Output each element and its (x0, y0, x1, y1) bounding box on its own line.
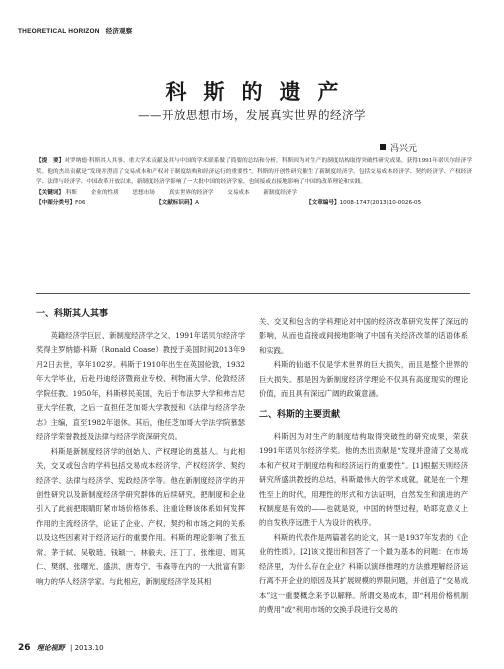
abstract-label: 【提 要】 (36, 158, 65, 164)
section-heading: 一、科斯其人其事 (36, 309, 109, 319)
running-head-series-cn: 经济观察 (105, 28, 133, 35)
author-square-icon (380, 144, 386, 150)
body-paragraph: 英籍经济学巨匠、新制度经济学之父、1991年诺贝尔经济学奖得主罗纳德·科斯（Ronald Coase）教授于美国时间2013年9月2日去世，享年102岁。科斯于1910年出生在英国伦敦，1932年大学毕业，后赴丹迪经济暨商业专校、利物浦大学、伦敦经济学院任教。1950年，科斯移民美国，先后于布法罗大学和弗吉尼亚大学任教，之后一直担任芝加哥大学教授和《法律与经济学杂志》主编，直至1982年退休。其后，他任芝加哥大学法学院慕瑟经济学荣誉教授及法律与经济学资深研究员。 (36, 331, 245, 442)
keyword: 科斯 (65, 189, 77, 196)
right-column (259, 315, 468, 618)
keyword: 交易成本 (227, 189, 250, 196)
abstract-text: 对罗纳德·科斯其人其事、重大学术贡献及其与中国的学术联系做了简要的总结和分析。科斯因为对生产的制度结构取得突破性研究成果，获得1991年诺贝尔经济学奖。他的杰出贡献是“发现并澄清了交易成本和产权对于制度结构和经济运行的重要性”。科斯的开创性研究催生了新制度经济学，包括交易成本经济学、契约经济学、产权经济学、法律与经济学、中国改革开放以来，新制度经济学影响了一大批中国的经济学家，也间接或直接地影响了中国的改革理论和实践。 (36, 158, 472, 186)
clc-label: 【中图分类号】 (36, 200, 76, 207)
body-paragraph: 科斯的仙逝不仅是学术世界的巨大损失，而且是整个世界的巨大损失。那是因为新制度经济学理论不仅具有高度现实的理论价值，而且具有深远广阔的政策意涵。 (259, 360, 468, 399)
body-paragraph: 关、交叉和包含的学科理论对中国的经济改革研究发挥了深远的影响，从而也直接或间接地影响了中国有关经济改革的话语体系和实践。 (259, 317, 468, 355)
clc-value: F06 (75, 200, 86, 207)
left-column (36, 303, 245, 589)
keywords-line (36, 188, 472, 199)
abstract-block (36, 156, 472, 209)
keyword: 新制度经济学 (263, 189, 297, 196)
abstract-divider (36, 293, 470, 294)
article-no-value: 1008-1747(2013)10-0026-05 (339, 200, 422, 207)
abstract-paragraph (36, 156, 472, 188)
running-head-series-en: THEORETICAL HORIZON (18, 28, 100, 35)
keyword: 真实世界的经济学 (168, 189, 214, 196)
author-byline (380, 141, 417, 154)
keyword: 思想市场 (132, 189, 155, 196)
author-name: 冯兴元 (390, 144, 418, 154)
section-heading: 二、科斯的主要贡献 (259, 409, 341, 420)
issue-label: | 2013.10 (70, 644, 104, 652)
page-footer (18, 643, 104, 653)
magazine-name: 理论视野 (36, 644, 65, 652)
keyword: 企业的性质 (90, 189, 119, 196)
doc-code-value: A (195, 200, 199, 207)
body-paragraph: 科斯的代表作是两篇著名的论文，其一是1937年发表的《企业的性质》，[2]该文提出和回答了一个最为基本的问题：在市场经济里，为什么存在企业？科斯以演绎推理的方法推理解经济运行离不开企业的原因及其扩展规模的界限问题，并创造了“交易成本”这一重要概念来予以解释。所谓交易成本，即“利用价格机制的费用”或“利用市场的交换手段进行交易的 (259, 532, 468, 615)
classification-line (36, 198, 472, 209)
page-number: 26 (18, 643, 31, 653)
article-no-label: 【文章编号】 (306, 200, 340, 207)
body-paragraph: 科斯是新制度经济学的创始人、产权理论的奠基人。与此相关，交叉或包含的学科包括交易成本经济学、产权经济学、契约经济学、法律与经济学、宪政经济学等。他在新制度经济学的开创性研究以及新制度经济学研究群体的后续研究，把制度和企业引入了此前把眼睛盯紧市场价格体系、注重诠释该体系如何发挥作用的主流经济学，论证了企业、产权、契约和市场之间的关系以及这些因素对于经济运行的重要作用。科斯的理论影响了张五常、茅于轼、吴敬琏、钱颖一、林毅夫、汪丁丁、张维迎、周其仁、樊纲、张曙光、盛洪、唐寿宁、韦森等在内的一大批富有影响力的华人经济学家。与此相应，新制度经济学及其相 (36, 446, 245, 586)
body-paragraph: 科斯因为对生产的制度结构取得突破性的研究成果，荣获1991年诺贝尔经济学奖。他的杰出贡献是“发现并澄清了交易成本和产权对于制度结构和经济运行的重要性”。[1]根据天则经济研究所盛洪教授的总结，科斯最伟大的学术成就，就是在一个理性至上的时代，用理性的形式和方法证明，自然发生和演进的产权制度是有效的——也就是说，中国的转型过程，哈耶克意义上的自发秩序远胜于人为设计的秩序。 (259, 431, 468, 528)
article-subtitle: ——开放思想市场，发展真实世界的经济学 (138, 108, 366, 122)
article-title: 科斯的遗产 (165, 79, 356, 104)
keywords-label: 【关键词】 (36, 189, 64, 196)
running-head (18, 26, 133, 35)
doc-code-label: 【文献标识码】 (156, 200, 196, 207)
